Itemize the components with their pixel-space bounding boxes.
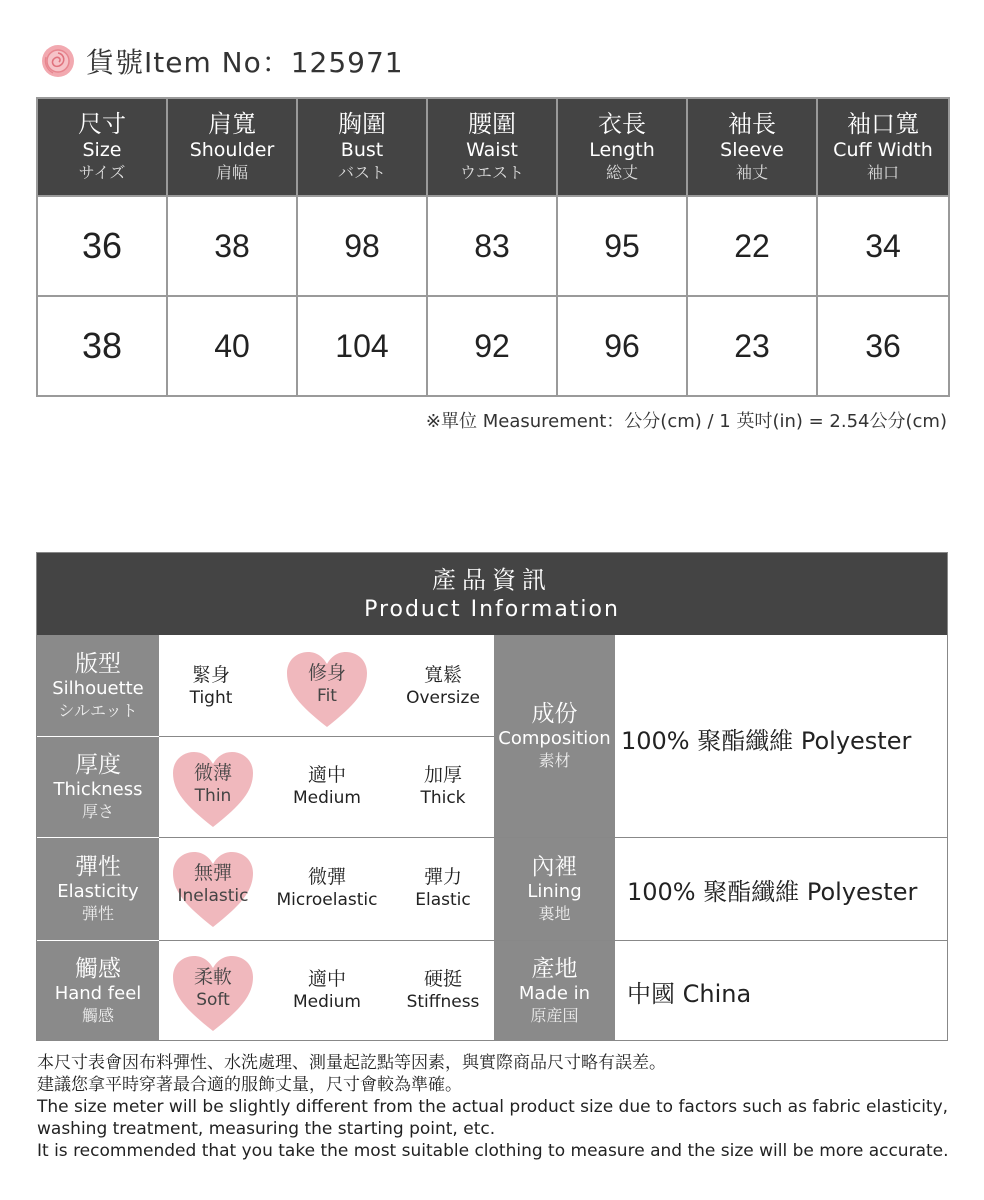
label-elasticity: 彈性 Elasticity 弾性 [37,838,159,940]
product-info-title-zh: 產品資訊 [432,566,552,594]
size-table-header [37,98,949,196]
label-silhouette: 版型 Silhouette シルエット [37,635,159,736]
selected-option-soft: 柔軟 Soft [170,953,256,1035]
option-medium: 適中 Medium [293,968,361,1012]
label-made-in: 產地 Made in 原産国 [494,941,615,1040]
header-cuff-width: 袖口寬 Cuff Width 袖口 [817,98,949,196]
lining-value: 100% 聚酯纖維 Polyester [627,878,918,906]
label-hand-feel: 觸感 Hand feel 觸感 [37,941,159,1040]
option-stiffness: 硬挺 Stiffness [406,968,480,1012]
item-number: 貨號Item No：125971 [86,46,404,79]
divider [159,837,947,838]
divider [159,940,947,941]
disclaimer-line: It is recommended that you take the most suitable clothing to measure and the size will be more accurate. [37,1141,949,1161]
option-microelastic: 微彈 Microelastic [276,866,378,910]
divider [159,736,494,737]
disclaimer-line: 本尺寸表會因布料彈性、水洗處理、測量起訖點等因素，與實際商品尺寸略有誤差。 [37,1053,666,1073]
label-thickness: 厚度 Thickness 厚さ [37,737,159,837]
header-sleeve: 袖長 Sleeve 袖丈 [687,98,817,196]
header-size: 尺寸 Size サイズ [37,98,167,196]
cell-sleeve: 23 [687,296,817,396]
cell-length: 96 [557,296,687,396]
header-length: 衣長 Length 総丈 [557,98,687,196]
disclaimer-line: The size meter will be slightly different from the actual product size due to factors such as fabric elasticity, [37,1097,949,1117]
cell-bust: 98 [297,196,427,296]
option-tight: 緊身 Tight [189,664,233,708]
cell-size: 38 [37,296,167,396]
cell-waist: 83 [427,196,557,296]
table-row [37,296,949,396]
measurement-note: ※單位 Measurement：公分(cm) / 1 英吋(in) = 2.54公分(cm) [425,411,947,432]
option-medium: 適中 Medium [293,764,361,808]
product-info-panel [36,552,948,1041]
size-table [36,97,950,397]
product-info-header [37,553,947,635]
option-oversize: 寬鬆 Oversize [406,664,480,708]
product-info-title-en: Product Information [364,597,620,622]
label-composition: 成份 Composition 素材 [494,635,615,837]
cell-bust: 104 [297,296,427,396]
disclaimer [37,1052,949,1162]
made-in-value: 中國 China [627,980,752,1008]
header-bust: 胸圍 Bust バスト [297,98,427,196]
cell-shoulder: 40 [167,296,297,396]
cell-waist: 92 [427,296,557,396]
cell-cuff-width: 36 [817,296,949,396]
cell-size: 36 [37,196,167,296]
selected-option-inelastic: 無彈 Inelastic [170,849,256,931]
cell-cuff-width: 34 [817,196,949,296]
selected-option-thin: 微薄 Thin [170,749,256,831]
cell-shoulder: 38 [167,196,297,296]
header-waist: 腰圍 Waist ウエスト [427,98,557,196]
composition-value: 100% 聚酯纖維 Polyester [621,727,912,755]
cell-sleeve: 22 [687,196,817,296]
option-thick: 加厚 Thick [420,764,466,808]
selected-option-fit: 修身 Fit [284,649,370,731]
cell-length: 95 [557,196,687,296]
table-row [37,196,949,296]
disclaimer-line: washing treatment, measuring the starting point, etc. [37,1119,496,1139]
item-title [40,40,404,82]
option-elastic: 彈力 Elastic [415,866,471,910]
disclaimer-line: 建議您拿平時穿著最合適的服飾丈量，尺寸會較為準確。 [37,1075,462,1095]
header-shoulder: 肩寬 Shoulder 肩幅 [167,98,297,196]
label-lining: 內裡 Lining 裏地 [494,838,615,940]
rose-icon [40,43,76,79]
